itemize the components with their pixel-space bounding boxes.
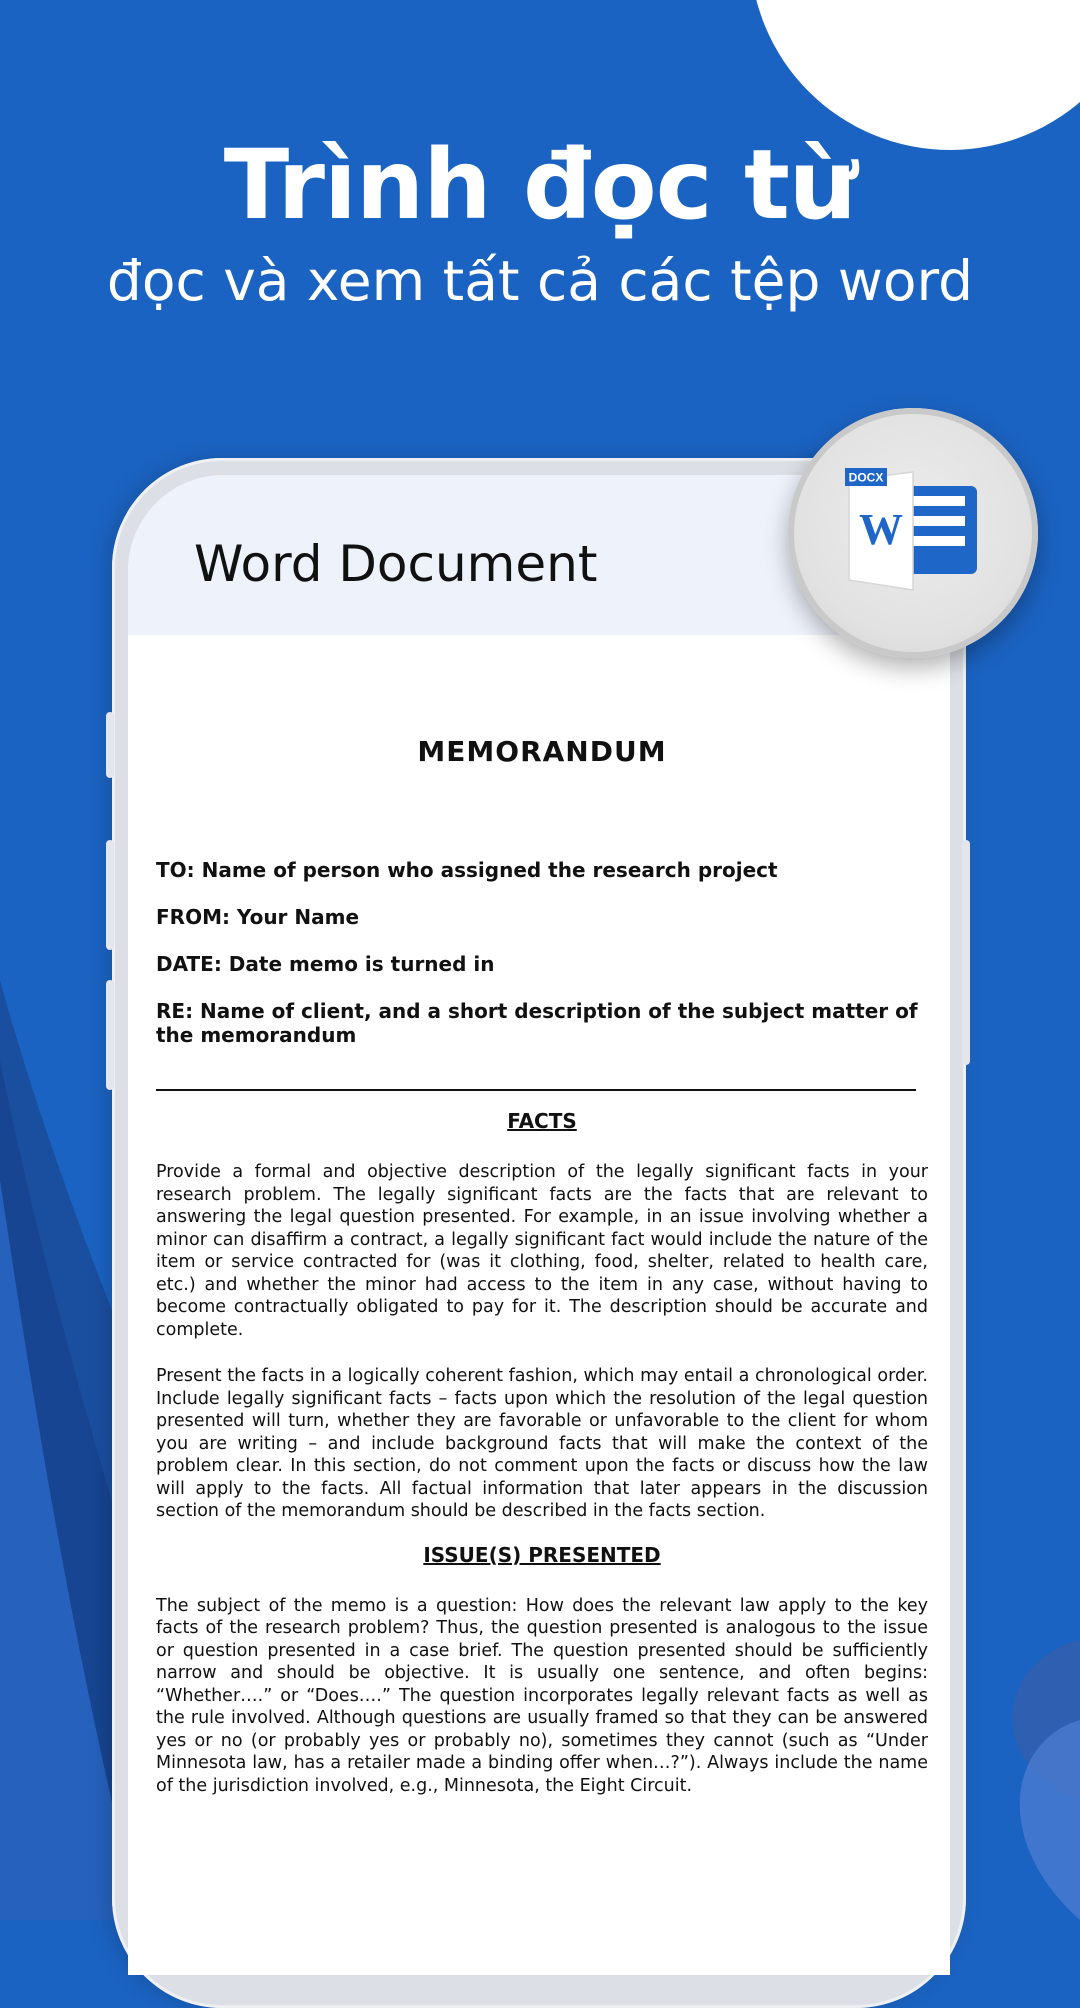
phone-side-button: [106, 980, 114, 1090]
docx-label: DOCX: [848, 470, 884, 485]
issues-heading: ISSUE(S) PRESENTED: [423, 1542, 661, 1567]
word-app-badge: [788, 408, 1038, 658]
promo-title: Trình đọc từ: [223, 129, 857, 241]
issues-paragraph: The subject of the memo is a question: How does the relevant law apply to the key facts of the research problem? Thus, the question presented is analogous to the issue or question presented in a case brief. The question presented should be sufficiently narrow and should be objective. It is usually one sentence, and often begins: “Whether….” or “Does….” The question incorporates legally relevant facts as well as the rule involved. Although questions are usually framed so that they can be answered yes or no (or probably yes or probably no), sometimes they cannot (such as “Under Minnesota law, has a retailer made a binding offer when…?”). Always include the name of the jurisdiction involved, e.g., Minnesota, the Eight Circuit.: [156, 1595, 928, 1796]
word-letter: W: [859, 505, 903, 554]
facts-heading: FACTS: [507, 1109, 577, 1133]
app-title: Word Document: [194, 535, 598, 593]
facts-paragraph: Present the facts in a logically coherent fashion, which may entail a chronological order. Include legally significant facts – facts upon which the resolution of the legal question presented will turn, whether they are favorable or unfavorable to the client for whom you are writing – and include background facts that will make the context of the problem clear. In this section, do not comment upon the facts or discuss how the law will apply to the facts. All factual information that later appears in the discussion section of the memorandum should be described in the facts section.: [156, 1366, 928, 1521]
document-page[interactable]: [156, 735, 928, 1821]
word-docx-icon: [843, 466, 983, 596]
phone-volume-button: [106, 712, 114, 778]
memo-date: DATE: Date memo is turned in: [156, 952, 495, 976]
phone-screen: [128, 475, 950, 1975]
phone-volume-button: [106, 840, 114, 950]
facts-paragraph: Provide a formal and objective description of the legally significant facts in your research problem. The legally significant facts are the facts that are relevant to answering the legal question presented. For example, in an issue involving whether a minor can disaffirm a contract, a legally significant fact would include the nature of the item or service contracted for (was it clothing, food, shelter, related to health care, etc.) and whether the minor had access to the item in any case, without having to become contractually obligated to pay for it. The description should be accurate and complete.: [156, 1162, 928, 1340]
memo-from: FROM: Your Name: [156, 905, 360, 929]
memo-re: RE: Name of client, and a short description of the subject matter of the memorandum: [156, 999, 918, 1047]
divider: [156, 1089, 916, 1091]
document-title: MEMORANDUM: [417, 735, 667, 768]
promo-subtitle: đọc và xem tất cả các tệp word: [106, 249, 974, 314]
memo-to: TO: Name of person who assigned the research project: [156, 858, 778, 882]
phone-power-button: [962, 840, 970, 1065]
promo-header: [0, 130, 1080, 314]
